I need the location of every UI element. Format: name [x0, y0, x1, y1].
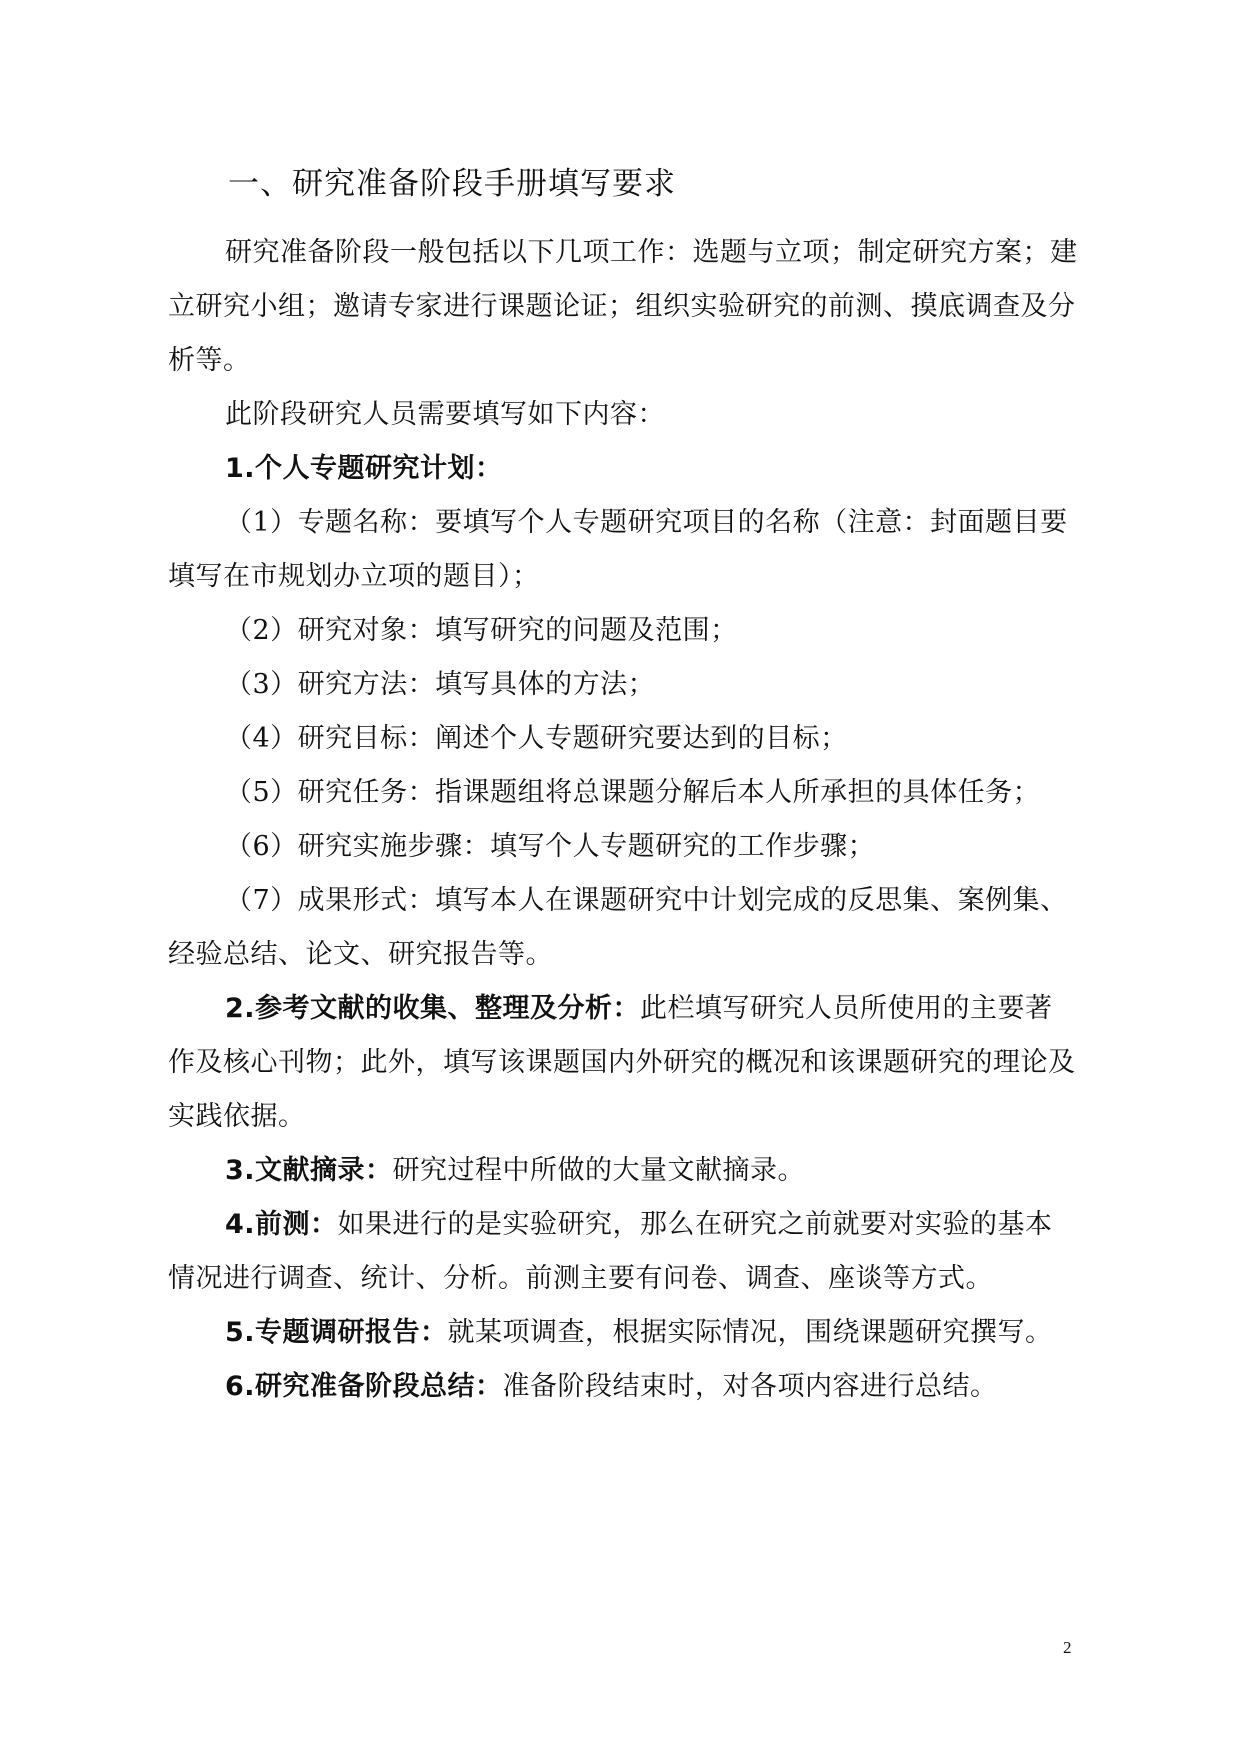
section-2-title: 2.参考文献的收集、整理及分析：	[225, 993, 641, 1024]
section-6-text: 准备阶段结束时，对各项内容进行总结。	[502, 1371, 998, 1402]
section-4-paragraph	[168, 1198, 1080, 1306]
section-1-title: 1.个人专题研究计划：	[225, 453, 503, 484]
section-3-text: 研究过程中所做的大量文献摘录。	[392, 1155, 806, 1186]
document-body	[168, 226, 1080, 1414]
section-4-title: 4.前测：	[225, 1209, 338, 1240]
section-1-item: （4）研究目标：阐述个人专题研究要达到的目标；	[225, 723, 848, 754]
section-4-text: 如果进行的是实验研究，那么在研究之前就要对实验的基本情况进行调查、统计、分析。前测主要有问卷、调查、座谈等方式。	[168, 1209, 1053, 1294]
section-1-title-paragraph	[168, 442, 1080, 496]
section-5-text: 就某项调查，根据实际情况，围绕课题研究撰写。	[447, 1317, 1053, 1348]
section-heading: 一、研究准备阶段手册填写要求	[228, 166, 676, 202]
section-1-item: （3）研究方法：填写具体的方法；	[225, 669, 656, 700]
section-1-item: （5）研究任务：指课题组将总课题分解后本人所承担的具体任务；	[225, 777, 1041, 808]
lead-paragraph: 此阶段研究人员需要填写如下内容：	[225, 399, 665, 430]
intro-paragraph: 研究准备阶段一般包括以下几项工作：选题与立项；制定研究方案；建立研究小组；邀请专家进行课题论证；组织实验研究的前测、摸底调查及分析等。	[168, 237, 1078, 376]
section-5-title: 5.专题调研报告：	[225, 1317, 448, 1348]
section-1-item: （6）研究实施步骤：填写个人专题研究的工作步骤；	[225, 831, 876, 862]
section-2-text: 此栏填写研究人员所使用的主要著作及核心刊物；此外，填写该课题国内外研究的概况和该课题研究的理论及实践依据。	[168, 993, 1076, 1132]
section-1-item: （1）专题名称：要填写个人专题研究项目的名称（注意：封面题目要填写在市规划办立项的题目）；	[168, 507, 1068, 592]
section-1-item: （2）研究对象：填写研究的问题及范围；	[225, 615, 738, 646]
section-6-paragraph	[168, 1360, 1080, 1414]
section-1-item: （7）成果形式：填写本人在课题研究中计划完成的反思集、案例集、经验总结、论文、研究报告等。	[168, 885, 1068, 970]
section-6-title: 6.研究准备阶段总结：	[225, 1371, 503, 1402]
section-2-paragraph	[168, 982, 1080, 1144]
section-3-paragraph	[168, 1144, 1080, 1198]
page-number: 2	[1063, 1638, 1072, 1657]
section-3-title: 3.文献摘录：	[225, 1155, 393, 1186]
section-5-paragraph	[168, 1306, 1080, 1360]
